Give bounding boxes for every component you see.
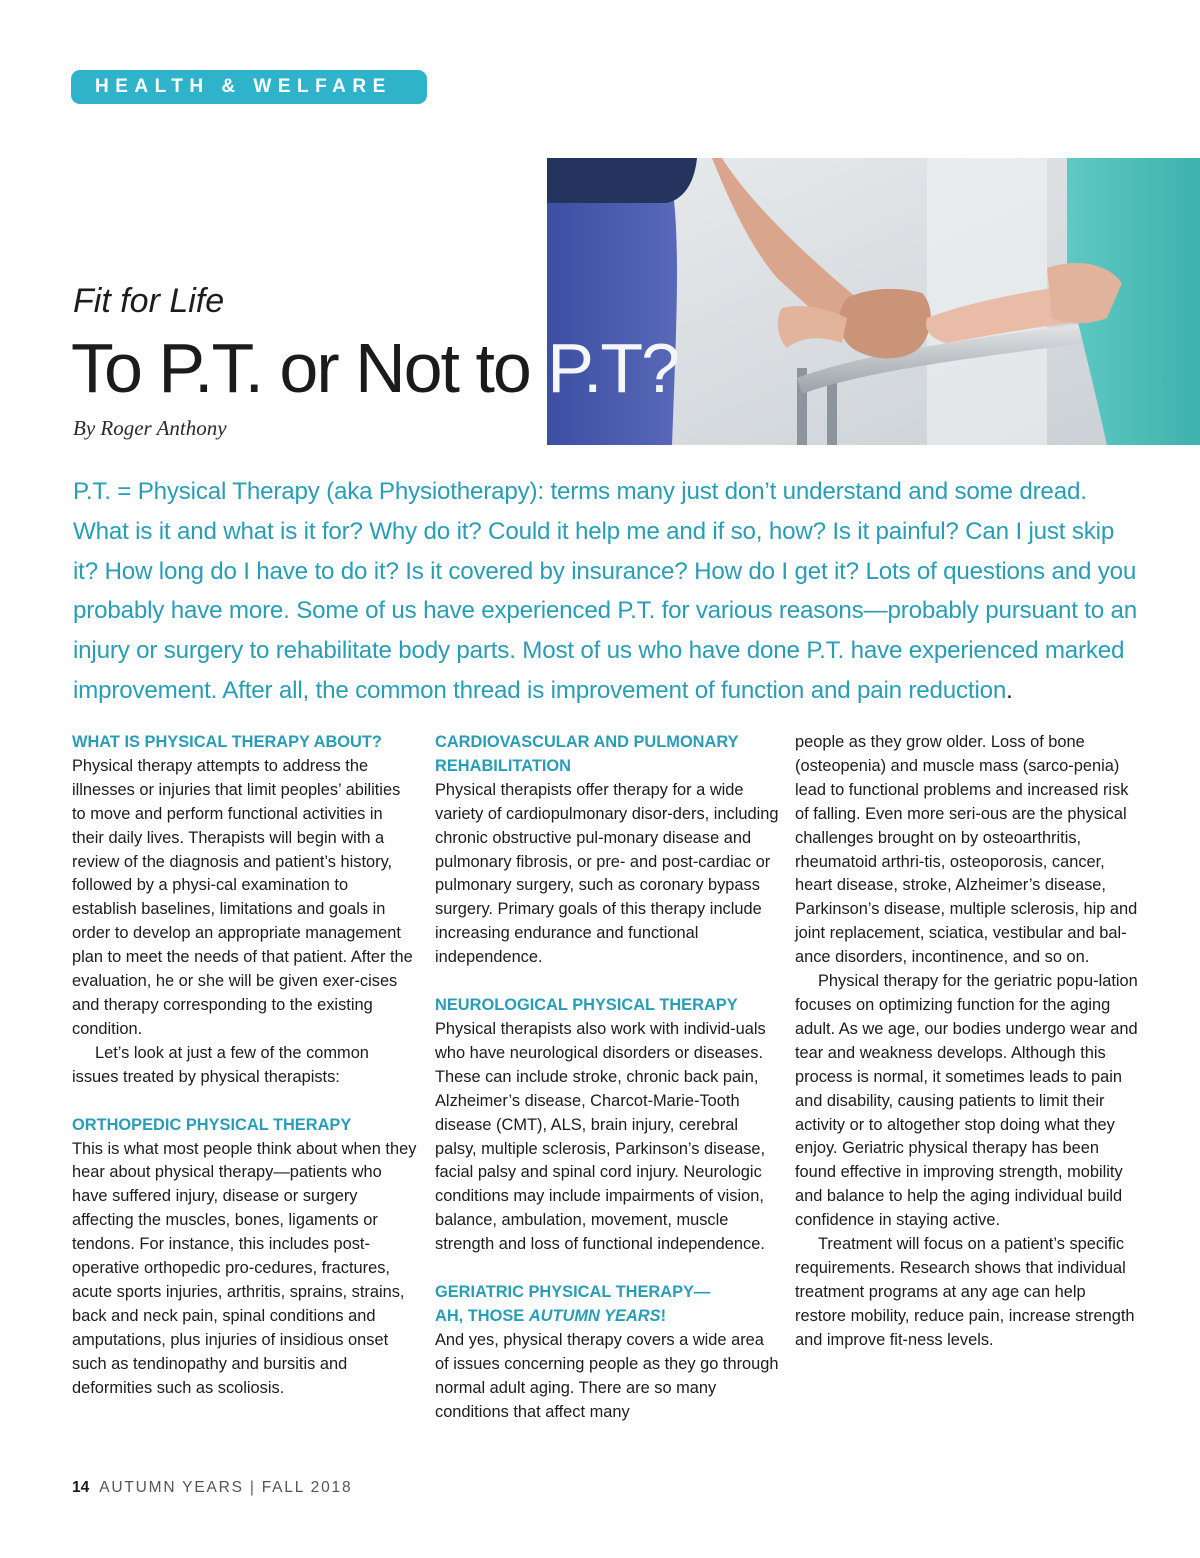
- byline: By Roger Anthony: [73, 416, 227, 440]
- column-2: [435, 731, 780, 1424]
- heading-orthopedic: ORTHOPEDIC PHYSICAL THERAPY: [72, 1115, 352, 1134]
- heading-geriatric-line2-em: AUTUMN YEARS: [528, 1306, 661, 1325]
- paragraph-geriatric-start: And yes, physical therapy covers a wide area of issues concerning people as they go through normal adult aging. There are so many conditions that affect many: [435, 1330, 779, 1421]
- heading-geriatric-line2-pre: AH, THOSE: [435, 1306, 529, 1325]
- publication-issue: AUTUMN YEARS | FALL 2018: [99, 1479, 353, 1496]
- paragraph-geriatric-continued: people as they grow older. Loss of bone (osteopenia) and muscle mass (sarco-penia) lead to functional problems and increased risk of falling. Even more seri-ous are the physical challenges brought on by osteoarthritis, rheumatoid arthri-tis, osteoporosis, cancer, heart disease, stroke, Alzheimer’s disease, Parkinson’s disease, multiple sclerosis, hip and joint replacement, sciatica, vestibular and bal-ance disorders, incontinence, and so on.: [795, 733, 1138, 967]
- headline-main: To P.T. or Not to: [71, 329, 548, 407]
- heading-geriatric-line2-post: !: [660, 1306, 667, 1325]
- article-kicker: Fit for Life: [73, 282, 225, 320]
- heading-cardiovascular: CARDIOVASCULAR AND PULMONARY REHABILITATION: [435, 733, 739, 775]
- spacer: [72, 1090, 417, 1114]
- page-number: 14: [72, 1479, 90, 1496]
- spacer: [435, 1257, 780, 1281]
- heading-geriatric-line1: GERIATRIC PHYSICAL THERAPY—: [435, 1283, 711, 1302]
- column-1: [72, 731, 417, 1400]
- spacer: [435, 970, 780, 994]
- paragraph-neurological: Physical therapists also work with individ-uals who have neurological disorders or diseases. These can include stroke, chronic back pain, Alzheimer’s disease, Charcot-Marie-Tooth disease (CMT), ALS, brain injury, cerebral palsy, multiple sclerosis, Parkinson’s disease, facial palsy and spinal cord injury. Neurologic conditions may include impairments of vision, balance, ambulation, movement, muscle strength and loss of functional independence.: [435, 1019, 766, 1254]
- paragraph-common-issues: Let’s look at just a few of the common issues treated by physical therapists:: [72, 1043, 369, 1086]
- paragraph-orthopedic: This is what most people think about when they hear about physical therapy—patients who have suffered injury, disease or surgery affecting the muscles, bones, ligaments or tendons. For instance, this includes post-operative orthopedic pro-cedures, fractures, acute sports injuries, arthritis, sprains, strains, back and neck pain, spinal conditions and amputations, plus injuries of insidious onset such as tendinopathy and bursitis and deformities such as scoliosis.: [72, 1139, 417, 1397]
- paragraph-geriatric-focus: Physical therapy for the geriatric popu-lation focuses on optimizing function for the aging adult. As we age, our bodies undergo wear and tear and weakness develops. Although this process is normal, it sometimes leads to pain and disability, causing patients to limit their activity or to altogether stop doing what they enjoy. Geriatric physical therapy has been found effective in improving strength, mobility and balance to help the aging individual build confidence in staying active.: [795, 972, 1138, 1230]
- lede-paragraph: [73, 472, 1143, 711]
- column-3: [795, 731, 1140, 1353]
- page-footer: [72, 1479, 352, 1497]
- headline-overlay: P.T?: [547, 329, 679, 407]
- paragraph-treatment: Treatment will focus on a patient’s specific requirements. Research shows that individual treatment programs at any age can help restore mobility, reduce pain, increase strength and improve fit-ness levels.: [795, 1235, 1135, 1349]
- heading-what-is-pt: WHAT IS PHYSICAL THERAPY ABOUT?: [72, 733, 382, 751]
- heading-neurological: NEUROLOGICAL PHYSICAL THERAPY: [435, 996, 738, 1015]
- article-headline: [71, 328, 678, 408]
- section-tag: HEALTH & WELFARE: [71, 70, 427, 104]
- paragraph-what-is-pt: Physical therapy attempts to address the illnesses or injuries that limit peoples’ abilities to move and perform functional activities in their daily lives. Therapists will begin with a review of the diagnosis and patient’s history, followed by a physi-cal examination to establish baselines, limitations and goals in order to develop an appropriate management plan to meet the needs of that patient. After the evaluation, he or she will be given exer-cises and therapy corresponding to the existing condition.: [72, 756, 413, 1038]
- paragraph-cardiovascular: Physical therapists offer therapy for a wide variety of cardiopulmonary disor-ders, including chronic obstructive pul-monary disease and pulmonary fibrosis, or pre- and post-cardiac or pulmonary surgery, such as coronary bypass surgery. Primary goals of this therapy include increasing endurance and functional independence.: [435, 780, 779, 967]
- heading-geriatric: [435, 1281, 780, 1329]
- lede-period: .: [1006, 676, 1013, 704]
- lede-text: P.T. = Physical Therapy (aka Physiotherapy): terms many just don’t understand and some dread. What is it and what is it for? Why do it? Could it help me and if so, how? Is it painful? Can I just skip it? How long do I have to do it? Is it covered by insurance? How do I get it? Lots of questions and you probably have more. Some of us have experienced P.T. for various reasons—probably pursuant to an injury or surgery to rehabilitate body parts. Most of us who have done P.T. have experienced marked improvement. After all, the common thread is improvement of function and pain reduction: [73, 478, 1138, 704]
